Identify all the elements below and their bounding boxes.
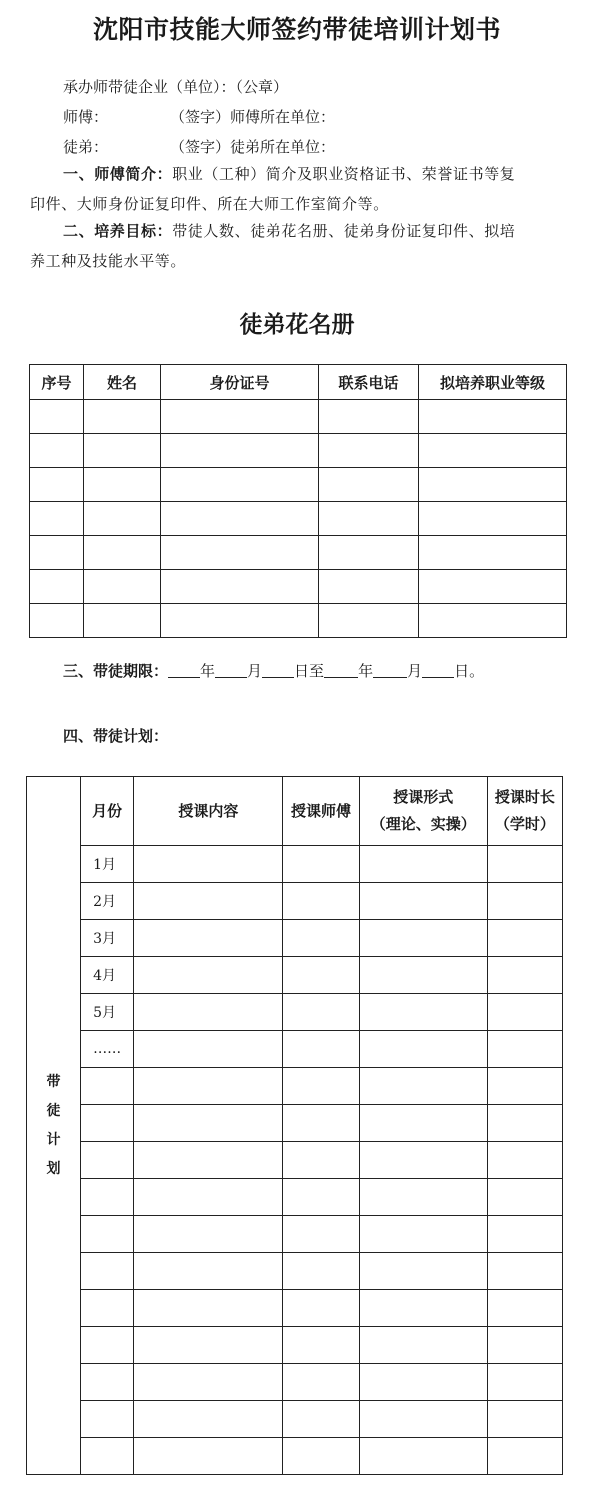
roster-cell-index[interactable] bbox=[30, 400, 84, 434]
plan-cell-hours[interactable] bbox=[487, 1031, 562, 1068]
roster-cell-phone[interactable] bbox=[319, 434, 419, 468]
plan-row bbox=[27, 846, 563, 883]
plan-cell-hours[interactable] bbox=[487, 1105, 562, 1142]
plan-cell-form[interactable] bbox=[359, 1142, 487, 1179]
roster-cell-name[interactable] bbox=[84, 570, 161, 604]
roster-row bbox=[30, 536, 567, 570]
plan-cell-hours[interactable] bbox=[487, 994, 562, 1031]
plan-cell-month[interactable] bbox=[81, 1327, 134, 1364]
master-label: 师傅： bbox=[63, 108, 109, 126]
plan-cell-teacher[interactable] bbox=[283, 957, 359, 994]
plan-col-hours bbox=[487, 777, 562, 846]
plan-cell-teacher[interactable] bbox=[283, 1401, 359, 1438]
plan-cell-hours[interactable] bbox=[487, 920, 562, 957]
plan-cell-content[interactable] bbox=[134, 1105, 283, 1142]
plan-cell-form[interactable] bbox=[359, 1253, 487, 1290]
roster-cell-phone[interactable] bbox=[319, 468, 419, 502]
roster-cell-index[interactable] bbox=[30, 536, 84, 570]
roster-cell-level[interactable] bbox=[419, 434, 567, 468]
plan-cell-content[interactable] bbox=[134, 957, 283, 994]
plan-cell-teacher[interactable] bbox=[283, 994, 359, 1031]
plan-col-form bbox=[359, 777, 487, 846]
apprentice-signature-field: （签字）徒弟所在单位： bbox=[170, 138, 336, 156]
plan-cell-month[interactable]: …… bbox=[81, 1031, 134, 1068]
plan-row bbox=[27, 1068, 563, 1105]
plan-col-hours-line2: （学时） bbox=[494, 815, 555, 833]
roster-cell-id-number[interactable] bbox=[161, 434, 319, 468]
plan-side-label bbox=[27, 777, 81, 1475]
plan-cell-form[interactable] bbox=[359, 1105, 487, 1142]
plan-cell-hours[interactable] bbox=[487, 1290, 562, 1327]
roster-cell-name[interactable] bbox=[84, 400, 161, 434]
plan-cell-hours[interactable] bbox=[487, 846, 562, 883]
plan-cell-form[interactable] bbox=[359, 1290, 487, 1327]
roster-cell-id-number[interactable] bbox=[161, 400, 319, 434]
roster-cell-name[interactable] bbox=[84, 468, 161, 502]
plan-cell-content[interactable] bbox=[134, 1253, 283, 1290]
plan-row bbox=[27, 883, 563, 920]
plan-cell-teacher[interactable] bbox=[283, 883, 359, 920]
roster-cell-phone[interactable] bbox=[319, 400, 419, 434]
section-master-intro bbox=[30, 159, 570, 219]
roster-row bbox=[30, 604, 567, 638]
plan-cell-form[interactable] bbox=[359, 920, 487, 957]
plan-side-char: 计 bbox=[46, 1131, 61, 1148]
plan-cell-month[interactable] bbox=[81, 1142, 134, 1179]
plan-cell-content[interactable] bbox=[134, 883, 283, 920]
plan-cell-content[interactable] bbox=[134, 920, 283, 957]
roster-cell-id-number[interactable] bbox=[161, 604, 319, 638]
roster-cell-name[interactable] bbox=[84, 502, 161, 536]
section-master-intro-text-2: 印件、大师身份证复印件、所在大师工作室简介等。 bbox=[30, 195, 389, 213]
plan-side-char: 带 bbox=[46, 1073, 61, 1090]
plan-cell-content[interactable] bbox=[134, 1031, 283, 1068]
plan-row bbox=[27, 1364, 563, 1401]
plan-cell-month[interactable] bbox=[81, 1068, 134, 1105]
master-signature-field: （签字）师傅所在单位： bbox=[170, 108, 336, 126]
enterprise-line: 承办师带徒企业（单位）：（公章） bbox=[63, 78, 289, 96]
plan-cell-month[interactable] bbox=[81, 1216, 134, 1253]
plan-cell-hours[interactable] bbox=[487, 1068, 562, 1105]
section-master-intro-text-1: 职业（工种）简介及职业资格证书、荣誉证书等复 bbox=[172, 165, 516, 183]
plan-cell-content[interactable] bbox=[134, 1179, 283, 1216]
period-end-month-blank[interactable] bbox=[373, 661, 407, 678]
roster-cell-level[interactable] bbox=[419, 502, 567, 536]
period-start-year-blank[interactable] bbox=[168, 661, 200, 678]
plan-cell-teacher[interactable] bbox=[283, 1290, 359, 1327]
plan-row bbox=[27, 1105, 563, 1142]
plan-cell-teacher[interactable] bbox=[283, 1105, 359, 1142]
plan-cell-teacher[interactable] bbox=[283, 846, 359, 883]
roster-row bbox=[30, 434, 567, 468]
plan-cell-month[interactable]: 5月 bbox=[81, 994, 134, 1031]
plan-row bbox=[27, 1290, 563, 1327]
plan-cell-form[interactable] bbox=[359, 1364, 487, 1401]
roster-col-phone: 联系电话 bbox=[319, 365, 419, 400]
plan-cell-content[interactable] bbox=[134, 1290, 283, 1327]
plan-col-form-line2: （理论、实操） bbox=[370, 815, 476, 833]
roster-col-index: 序号 bbox=[30, 365, 84, 400]
plan-cell-form[interactable] bbox=[359, 883, 487, 920]
plan-row bbox=[27, 1031, 563, 1068]
plan-row bbox=[27, 994, 563, 1031]
roster-cell-phone[interactable] bbox=[319, 570, 419, 604]
plan-cell-form[interactable] bbox=[359, 1327, 487, 1364]
period-start-day-blank[interactable] bbox=[262, 661, 294, 678]
plan-cell-month[interactable] bbox=[81, 1105, 134, 1142]
plan-heading: 四、带徒计划： bbox=[63, 727, 169, 745]
plan-cell-month[interactable]: 1月 bbox=[81, 846, 134, 883]
section-master-intro-heading: 一、师傅简介： bbox=[63, 165, 173, 183]
roster-col-id-number: 身份证号 bbox=[161, 365, 319, 400]
plan-cell-month[interactable] bbox=[81, 1253, 134, 1290]
plan-cell-form[interactable] bbox=[359, 957, 487, 994]
plan-cell-hours[interactable] bbox=[487, 1142, 562, 1179]
plan-cell-teacher[interactable] bbox=[283, 1179, 359, 1216]
apprentice-label: 徒弟： bbox=[63, 138, 109, 156]
plan-cell-hours[interactable] bbox=[487, 1364, 562, 1401]
plan-cell-content[interactable] bbox=[134, 1327, 283, 1364]
plan-cell-month[interactable]: 3月 bbox=[81, 920, 134, 957]
roster-cell-id-number[interactable] bbox=[161, 536, 319, 570]
plan-cell-teacher[interactable] bbox=[283, 1364, 359, 1401]
period-end-month-label: 月 bbox=[407, 662, 423, 680]
master-line bbox=[63, 102, 335, 132]
period-year-label: 年 bbox=[200, 662, 216, 680]
roster-col-level: 拟培养职业等级 bbox=[419, 365, 567, 400]
plan-cell-month[interactable]: 4月 bbox=[81, 957, 134, 994]
plan-cell-content[interactable] bbox=[134, 1364, 283, 1401]
plan-row bbox=[27, 1142, 563, 1179]
period-end-day-label: 日。 bbox=[454, 662, 485, 680]
plan-cell-hours[interactable] bbox=[487, 1179, 562, 1216]
plan-row bbox=[27, 1401, 563, 1438]
roster-col-name: 姓名 bbox=[84, 365, 161, 400]
plan-cell-teacher[interactable] bbox=[283, 920, 359, 957]
plan-cell-teacher[interactable] bbox=[283, 1253, 359, 1290]
plan-cell-form[interactable] bbox=[359, 1068, 487, 1105]
roster-row bbox=[30, 502, 567, 536]
roster-row bbox=[30, 570, 567, 604]
plan-cell-hours[interactable] bbox=[487, 1216, 562, 1253]
apprentice-line bbox=[63, 132, 335, 162]
plan-side-char: 划 bbox=[46, 1160, 61, 1177]
roster-cell-id-number[interactable] bbox=[161, 570, 319, 604]
roster-cell-level[interactable] bbox=[419, 570, 567, 604]
roster-table bbox=[29, 364, 567, 638]
plan-col-teacher: 授课师傅 bbox=[283, 777, 359, 846]
roster-row bbox=[30, 400, 567, 434]
roster-cell-level[interactable] bbox=[419, 400, 567, 434]
plan-cell-hours[interactable] bbox=[487, 1438, 562, 1475]
plan-cell-hours[interactable] bbox=[487, 1253, 562, 1290]
plan-cell-content[interactable] bbox=[134, 846, 283, 883]
plan-cell-teacher[interactable] bbox=[283, 1142, 359, 1179]
roster-cell-index[interactable] bbox=[30, 468, 84, 502]
plan-cell-form[interactable] bbox=[359, 1438, 487, 1475]
roster-cell-id-number[interactable] bbox=[161, 468, 319, 502]
section-training-goal-heading: 二、培养目标： bbox=[63, 222, 173, 240]
document-title: 沈阳市技能大师签约带徒培训计划书 bbox=[92, 15, 501, 44]
period-end-year-label: 年 bbox=[358, 662, 374, 680]
roster-cell-phone[interactable] bbox=[319, 604, 419, 638]
plan-cell-month[interactable]: 2月 bbox=[81, 883, 134, 920]
plan-row bbox=[27, 1438, 563, 1475]
roster-cell-level[interactable] bbox=[419, 468, 567, 502]
plan-col-form-line1: 授课形式 bbox=[393, 788, 454, 806]
roster-cell-phone[interactable] bbox=[319, 536, 419, 570]
plan-cell-month[interactable] bbox=[81, 1179, 134, 1216]
plan-cell-month[interactable] bbox=[81, 1438, 134, 1475]
roster-cell-name[interactable] bbox=[84, 434, 161, 468]
plan-col-content: 授课内容 bbox=[134, 777, 283, 846]
roster-row bbox=[30, 468, 567, 502]
plan-cell-teacher[interactable] bbox=[283, 1438, 359, 1475]
plan-cell-form[interactable] bbox=[359, 1031, 487, 1068]
roster-cell-index[interactable] bbox=[30, 502, 84, 536]
roster-title: 徒弟花名册 bbox=[239, 311, 355, 338]
plan-cell-teacher[interactable] bbox=[283, 1068, 359, 1105]
plan-cell-content[interactable] bbox=[134, 1438, 283, 1475]
section-training-goal-text-1: 带徒人数、徒弟花名册、徒弟身份证复印件、拟培 bbox=[172, 222, 516, 240]
plan-cell-form[interactable] bbox=[359, 846, 487, 883]
plan-cell-hours[interactable] bbox=[487, 957, 562, 994]
plan-cell-content[interactable] bbox=[134, 1142, 283, 1179]
roster-cell-level[interactable] bbox=[419, 536, 567, 570]
plan-cell-form[interactable] bbox=[359, 1179, 487, 1216]
plan-cell-form[interactable] bbox=[359, 1216, 487, 1253]
roster-cell-index[interactable] bbox=[30, 604, 84, 638]
plan-cell-month[interactable] bbox=[81, 1401, 134, 1438]
plan-row bbox=[27, 1327, 563, 1364]
plan-cell-month[interactable] bbox=[81, 1364, 134, 1401]
plan-row bbox=[27, 957, 563, 994]
plan-cell-hours[interactable] bbox=[487, 1401, 562, 1438]
plan-cell-hours[interactable] bbox=[487, 883, 562, 920]
roster-cell-index[interactable] bbox=[30, 434, 84, 468]
plan-cell-month[interactable] bbox=[81, 1290, 134, 1327]
plan-cell-content[interactable] bbox=[134, 1401, 283, 1438]
roster-cell-level[interactable] bbox=[419, 604, 567, 638]
plan-cell-form[interactable] bbox=[359, 994, 487, 1031]
roster-cell-name[interactable] bbox=[84, 536, 161, 570]
plan-col-hours-line1: 授课时长 bbox=[494, 788, 555, 806]
plan-cell-form[interactable] bbox=[359, 1401, 487, 1438]
plan-cell-content[interactable] bbox=[134, 994, 283, 1031]
plan-cell-content[interactable] bbox=[134, 1216, 283, 1253]
plan-col-month: 月份 bbox=[81, 777, 134, 846]
period-month-label: 月 bbox=[247, 662, 263, 680]
apprenticeship-period-line bbox=[63, 656, 484, 686]
period-start-month-blank[interactable] bbox=[215, 661, 247, 678]
plan-row bbox=[27, 1216, 563, 1253]
period-end-year-blank[interactable] bbox=[324, 661, 358, 678]
roster-cell-id-number[interactable] bbox=[161, 502, 319, 536]
roster-cell-phone[interactable] bbox=[319, 502, 419, 536]
plan-cell-teacher[interactable] bbox=[283, 1031, 359, 1068]
period-heading: 三、带徒期限： bbox=[63, 662, 169, 680]
roster-cell-name[interactable] bbox=[84, 604, 161, 638]
plan-row bbox=[27, 920, 563, 957]
plan-row bbox=[27, 1179, 563, 1216]
plan-row bbox=[27, 1253, 563, 1290]
plan-side-char: 徒 bbox=[46, 1102, 61, 1119]
period-to-label: 日至 bbox=[294, 662, 325, 680]
plan-table bbox=[26, 776, 563, 1475]
plan-cell-hours[interactable] bbox=[487, 1327, 562, 1364]
plan-header-row bbox=[27, 777, 563, 846]
roster-cell-index[interactable] bbox=[30, 570, 84, 604]
section-training-goal bbox=[30, 216, 570, 276]
plan-cell-teacher[interactable] bbox=[283, 1216, 359, 1253]
roster-header-row bbox=[30, 365, 567, 400]
period-end-day-blank[interactable] bbox=[422, 661, 454, 678]
plan-cell-teacher[interactable] bbox=[283, 1327, 359, 1364]
plan-cell-content[interactable] bbox=[134, 1068, 283, 1105]
section-training-goal-text-2: 养工种及技能水平等。 bbox=[30, 252, 187, 270]
